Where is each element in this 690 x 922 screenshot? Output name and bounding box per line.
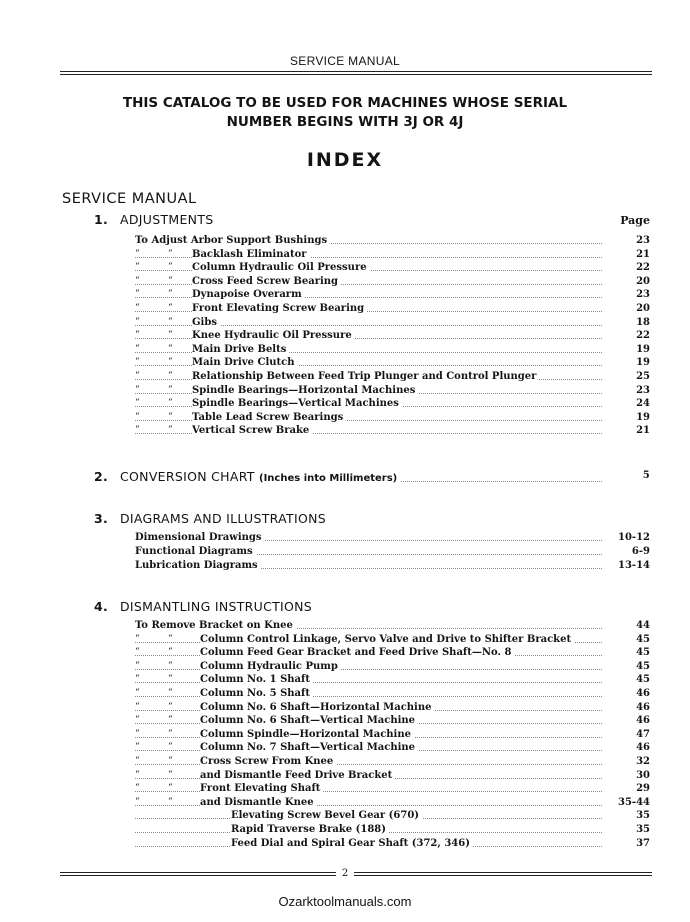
ditto-mark: “ — [168, 398, 173, 409]
ditto-mark: “ — [168, 769, 173, 780]
toc-entry-page: 18 — [604, 316, 650, 329]
toc-entry — [135, 741, 650, 754]
toc-entry — [135, 796, 650, 809]
ditto-mark: “ — [135, 411, 140, 422]
toc-entry-page: 46 — [604, 741, 650, 754]
toc-entry-page: 44 — [604, 619, 650, 632]
ditto-mark: “ — [168, 303, 173, 313]
toc-entry-text: Main Drive Belts — [192, 343, 289, 356]
ditto-mark: “ — [135, 371, 140, 381]
toc-entry — [135, 261, 650, 274]
header-rule — [60, 71, 652, 72]
toc-entry-text: To Remove Bracket on Knee — [135, 619, 296, 632]
section-subtitle: (Inches into Millimeters) — [259, 473, 398, 484]
toc-entry-page: 32 — [604, 755, 650, 768]
ditto-mark: “ — [135, 674, 140, 685]
ditto-mark: “ — [168, 262, 173, 273]
ditto-mark: “ — [135, 343, 140, 354]
toc-entry-page: 46 — [604, 701, 650, 714]
toc-entry — [135, 823, 650, 836]
ditto-mark: “ — [135, 398, 140, 409]
toc-entry-page: 19 — [604, 343, 650, 356]
toc-entry-text: Column Feed Gear Bracket and Feed Drive Shaft—No. 8 — [200, 646, 514, 659]
toc-entry — [135, 728, 650, 741]
toc-entry — [135, 701, 650, 714]
ditto-mark: “ — [135, 728, 140, 739]
toc-entry-page: 45 — [604, 673, 650, 686]
toc-entry — [135, 660, 650, 673]
ditto-mark: “ — [135, 796, 140, 807]
toc-entry-page: 24 — [604, 397, 650, 410]
toc-entry — [135, 633, 650, 646]
toc-entry-text: Cross Feed Screw Bearing — [192, 275, 341, 288]
toc-entry — [135, 646, 650, 659]
ditto-mark: “ — [168, 756, 173, 766]
toc-entry — [135, 384, 650, 397]
ditto-mark: “ — [168, 647, 173, 658]
toc-entry-page: 30 — [604, 769, 650, 782]
notice-line-2: NUMBER BEGINS WITH 3J OR 4J — [226, 114, 464, 130]
ditto-mark: “ — [168, 357, 173, 368]
toc-entry — [135, 356, 650, 369]
ditto-mark: “ — [135, 330, 140, 341]
section-number: 4. — [94, 599, 109, 614]
ditto-mark: “ — [168, 275, 173, 286]
ditto-mark: “ — [168, 796, 173, 807]
toc-entry-page: 45 — [604, 633, 650, 646]
ditto-mark: “ — [135, 384, 140, 395]
leader-dots — [392, 481, 602, 482]
toc-entry-page: 10-12 — [604, 531, 650, 544]
ditto-mark: “ — [135, 647, 140, 658]
toc-entry-page: 23 — [604, 384, 650, 397]
ditto-mark: “ — [168, 742, 173, 753]
toc-entry-page: 46 — [604, 714, 650, 727]
toc-entry-page: 21 — [604, 424, 650, 437]
section-page-number: 5 — [642, 470, 650, 481]
ditto-mark: “ — [168, 660, 173, 671]
ditto-mark: “ — [135, 316, 140, 327]
toc-entry-page: 46 — [604, 687, 650, 700]
section-title-text: CONVERSION CHART — [120, 469, 255, 484]
toc-entry-text: Relationship Between Feed Trip Plunger and Control Plunger — [192, 370, 539, 383]
toc-entry-text: Column No. 5 Shaft — [200, 687, 313, 700]
toc-entry-text: Spindle Bearings—Vertical Machines — [192, 397, 402, 410]
toc-entry-page: 29 — [604, 782, 650, 795]
ditto-mark: “ — [168, 343, 173, 354]
notice-line-1: THIS CATALOG TO BE USED FOR MACHINES WHOSE SERIAL — [122, 95, 568, 111]
toc-entry — [135, 755, 650, 768]
ditto-mark: “ — [168, 248, 173, 259]
toc-entry-text: Vertical Screw Brake — [192, 424, 312, 437]
toc-entry — [135, 687, 650, 700]
toc-entry-page: 25 — [604, 370, 650, 383]
toc-entry-text: Column Hydraulic Pump — [200, 660, 341, 673]
toc-entry-text: Lubrication Diagrams — [135, 559, 261, 572]
toc-entry-page: 47 — [604, 728, 650, 741]
ditto-mark: “ — [135, 289, 140, 300]
toc-entry — [135, 809, 650, 822]
toc-entry-text: Knee Hydraulic Oil Pressure — [192, 329, 355, 342]
ditto-mark: “ — [135, 688, 140, 698]
toc-entry-text: Front Elevating Screw Bearing — [192, 302, 367, 315]
ditto-mark: “ — [135, 425, 140, 436]
toc-entry-text: Column Control Linkage, Servo Valve and Drive to Shifter Bracket — [200, 633, 574, 646]
toc-entry-text: Backlash Eliminator — [192, 248, 310, 261]
section-number: 2. — [94, 469, 109, 484]
toc-entry — [135, 531, 650, 544]
toc-entry-page: 20 — [604, 275, 650, 288]
toc-entry — [135, 370, 650, 383]
toc-entry — [135, 545, 650, 558]
toc-entry-text: Column No. 7 Shaft—Vertical Machine — [200, 741, 418, 754]
toc-entry-text: To Adjust Arbor Support Bushings — [135, 234, 330, 247]
toc-entry-text: Table Lead Screw Bearings — [192, 411, 346, 424]
ditto-mark: “ — [135, 303, 140, 313]
ditto-mark: “ — [168, 289, 173, 300]
manual-section-title: SERVICE MANUAL — [62, 191, 197, 207]
toc-entry-page: 19 — [604, 411, 650, 424]
toc-entry-page: 35 — [604, 809, 650, 822]
ditto-mark: “ — [168, 384, 173, 395]
ditto-mark: “ — [168, 701, 173, 712]
toc-entry-text: Elevating Screw Bevel Gear (670) — [231, 809, 422, 822]
page-number-text: 2 — [336, 868, 354, 879]
toc-entry — [135, 837, 650, 850]
toc-entry — [135, 234, 650, 247]
section-title: DIAGRAMS AND ILLUSTRATIONS — [120, 511, 326, 526]
toc-entry-text: Column No. 1 Shaft — [200, 673, 313, 686]
toc-entry — [135, 316, 650, 329]
section-title: ADJUSTMENTS — [120, 212, 214, 227]
ditto-mark: “ — [168, 715, 173, 726]
toc-entry-text: Dynapoise Overarm — [192, 288, 305, 301]
index-title: INDEX — [306, 149, 384, 171]
toc-entry-text: Functional Diagrams — [135, 545, 256, 558]
ditto-mark: “ — [135, 633, 140, 644]
toc-entry — [135, 559, 650, 572]
toc-entry — [135, 248, 650, 261]
ditto-mark: “ — [135, 248, 140, 259]
toc-entry — [135, 343, 650, 356]
ditto-mark: “ — [135, 783, 140, 794]
ditto-mark: “ — [135, 742, 140, 753]
toc-entry-text: Column Spindle—Horizontal Machine — [200, 728, 414, 741]
toc-entry-page: 19 — [604, 356, 650, 369]
toc-entry — [135, 424, 650, 437]
running-header: SERVICE MANUAL — [289, 54, 400, 68]
toc-entry-text: Column No. 6 Shaft—Horizontal Machine — [200, 701, 434, 714]
section-title: DISMANTLING INSTRUCTIONS — [120, 599, 313, 614]
toc-entry — [135, 329, 650, 342]
toc-entry-text: Front Elevating Shaft — [200, 782, 323, 795]
toc-entry-text: Cross Screw From Knee — [200, 755, 336, 768]
toc-entry — [135, 782, 650, 795]
ditto-mark: “ — [168, 728, 173, 739]
toc-entry-page: 20 — [604, 302, 650, 315]
section-title — [120, 469, 400, 484]
toc-entry-text: and Dismantle Knee — [200, 796, 317, 809]
toc-entry-text: Main Drive Clutch — [192, 356, 298, 369]
toc-entry-text: Feed Dial and Spiral Gear Shaft (372, 346) — [231, 837, 473, 850]
toc-entry — [135, 302, 650, 315]
toc-entry-page: 6-9 — [604, 545, 650, 558]
toc-entry-page: 45 — [604, 646, 650, 659]
toc-entry-page: 22 — [604, 329, 650, 342]
toc-entry-text: Column Hydraulic Oil Pressure — [192, 261, 370, 274]
page-number — [0, 868, 690, 879]
ditto-mark: “ — [168, 688, 173, 698]
toc-entry — [135, 673, 650, 686]
toc-entry — [135, 275, 650, 288]
section-number: 1. — [94, 212, 109, 227]
ditto-mark: “ — [135, 275, 140, 286]
ditto-mark: “ — [168, 316, 173, 327]
ditto-mark: “ — [168, 411, 173, 422]
toc-entry-page: 35-44 — [604, 796, 650, 809]
toc-entry-text: Column No. 6 Shaft—Vertical Machine — [200, 714, 418, 727]
ditto-mark: “ — [168, 633, 173, 644]
ditto-mark: “ — [135, 660, 140, 671]
toc-entry — [135, 411, 650, 424]
toc-entry-page: 13-14 — [604, 559, 650, 572]
ditto-mark: “ — [135, 715, 140, 726]
ditto-mark: “ — [168, 371, 173, 381]
toc-entry-text: Gibs — [192, 316, 220, 329]
toc-entry-text: and Dismantle Feed Drive Bracket — [200, 769, 395, 782]
ditto-mark: “ — [135, 262, 140, 273]
toc-entry-page: 45 — [604, 660, 650, 673]
toc-entry — [135, 714, 650, 727]
ditto-mark: “ — [168, 674, 173, 685]
toc-entry-page: 23 — [604, 288, 650, 301]
toc-entry — [135, 288, 650, 301]
ditto-mark: “ — [135, 357, 140, 368]
toc-entry-text: Spindle Bearings—Horizontal Machines — [192, 384, 418, 397]
toc-entry-page: 35 — [604, 823, 650, 836]
toc-entry-page: 23 — [604, 234, 650, 247]
ditto-mark: “ — [135, 769, 140, 780]
ditto-mark: “ — [168, 330, 173, 341]
toc-entry — [135, 769, 650, 782]
section-heading-conversion-chart — [0, 469, 650, 485]
toc-entry-page: 37 — [604, 837, 650, 850]
toc-entry-page: 21 — [604, 248, 650, 261]
toc-entry-page: 22 — [604, 261, 650, 274]
toc-entry-text: Rapid Traverse Brake (188) — [231, 823, 389, 836]
ditto-mark: “ — [168, 425, 173, 436]
site-watermark-text: Ozarktoolmanuals.com — [278, 894, 412, 909]
ditto-mark: “ — [168, 783, 173, 794]
toc-entry-text: Dimensional Drawings — [135, 531, 265, 544]
page-column-header: Page — [620, 214, 650, 227]
ditto-mark: “ — [135, 701, 140, 712]
ditto-mark: “ — [135, 756, 140, 766]
section-number: 3. — [94, 511, 109, 526]
toc-entry — [135, 619, 650, 632]
toc-entry — [135, 397, 650, 410]
